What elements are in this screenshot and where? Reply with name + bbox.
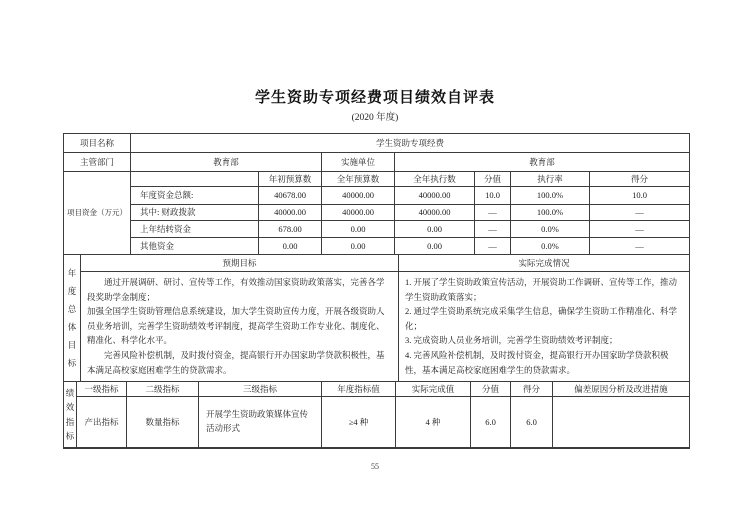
table-row [64,153,690,172]
table-row [64,397,690,448]
funding-cell: — [475,238,511,255]
annual-goal-vertical-text: 年度总体目标 [67,268,77,369]
indicator-col-header: 年度指标值 [322,382,396,397]
funding-cell: 10.0 [475,187,511,205]
funding-cell: — [590,221,690,238]
funding-col-header: 分值 [475,172,511,187]
actual-completion-header: 实际完成情况 [399,255,690,272]
funding-cell: 0.0% [511,221,590,238]
implementing-unit-label: 实施单位 [322,153,395,172]
project-name-label: 项目名称 [64,134,131,153]
indicator-level2-cell: 数量指标 [127,397,199,448]
funding-cell: — [475,205,511,221]
project-funding-table [63,133,690,255]
indicator-col-header: 得分 [511,382,553,397]
expected-goal-text [81,272,399,382]
funding-cell: 100.0% [511,187,590,205]
funding-cell: 0.00 [395,238,475,255]
indicator-col-header: 实际完成值 [396,382,471,397]
evaluation-table [63,133,689,449]
funding-col-header: 得分 [590,172,690,187]
expected-paragraph: 完善风险补偿机制，及时拨付资金，提高银行开办国家助学贷款积极性，基本满足高校家庭困难学生的贷款需求。 [87,350,385,375]
page-title: 学生资助专项经费项目绩效自评表 [254,90,495,106]
funding-col-header: 年初预算数 [259,172,322,187]
table-row [64,255,690,272]
funding-cell: 0.00 [395,221,475,238]
annual-goal-table [63,254,690,382]
funding-cell: — [590,238,690,255]
funding-cell: 0.0% [511,238,590,255]
indicator-target-cell: ≥4 种 [322,397,396,448]
funding-cell: — [475,221,511,238]
actual-paragraph: 4. 完善风险补偿机制，及时拨付资金，提高银行开办国家助学贷款积极性，基本满足高校家庭困难学生的贷款需求。 [405,350,669,375]
funding-cell: 0.00 [259,238,322,255]
annual-goal-section-label [64,255,81,382]
indicator-col-header: 分值 [471,382,511,397]
page-number: 55 [371,462,379,471]
funding-blank-cell [131,172,259,187]
funding-cell: 40678.00 [259,187,322,205]
table-row [64,272,690,382]
funding-col-header: 全年执行数 [395,172,475,187]
indicators-vertical-text: 绩效指标 [65,387,75,442]
indicator-col-header: 一级指标 [77,382,127,397]
actual-paragraph: 3. 完成资助人员业务培训，完善学生资助绩效考评制度； [405,335,618,346]
indicator-col-header: 二级指标 [127,382,199,397]
funding-col-header: 全年预算数 [322,172,395,187]
table-row [64,205,690,221]
funding-cell: 40000.00 [395,187,475,205]
table-row [64,238,690,255]
supervisor-dept-value: 教育部 [131,153,322,172]
expected-paragraph: 加强全国学生资助管理信息系统建设，加大学生资助宣传力度，开展各级资助人员业务培训，完善学生资助绩效考评制度，提高学生资助工作专业化、制度化、精准化、科学化水平。 [87,306,385,346]
expected-paragraph: 通过开展调研、研讨、宣传等工作，有效推动国家资助政策落实，完善各学段奖助学金制度； [87,277,385,302]
expected-goal-header: 预期目标 [81,255,399,272]
project-name-value: 学生资助专项经费 [131,134,690,153]
funding-cell: 0.00 [322,221,395,238]
funding-row-label: 其中: 财政拨款 [131,205,259,221]
funding-cell: 678.00 [259,221,322,238]
funding-row-label: 上年结转资金 [131,221,259,238]
funding-row-label: 其他资金 [131,238,259,255]
page-subtitle: (2020 年度) [351,113,399,123]
indicator-col-header: 偏差原因分析及改进措施 [553,382,690,397]
funding-cell: 40000.00 [322,187,395,205]
funding-cell: — [590,205,690,221]
indicator-actual-cell: 4 种 [396,397,471,448]
indicator-level3-cell: 开展学生资助政策媒体宣传活动形式 [199,397,322,448]
table-row [64,172,690,187]
funding-cell: 40000.00 [322,205,395,221]
supervisor-dept-label: 主管部门 [64,153,131,172]
funding-row-label: 年度资金总额: [131,187,259,205]
table-row [64,134,690,153]
funding-cell: 0.00 [322,238,395,255]
funding-cell: 100.0% [511,205,590,221]
indicator-points-cell: 6.0 [471,397,511,448]
indicator-level1-cell: 产出指标 [77,397,127,448]
indicators-section-label [64,382,77,448]
funding-col-header: 执行率 [511,172,590,187]
funding-cell: 40000.00 [259,205,322,221]
indicator-col-header: 三级指标 [199,382,322,397]
funding-cell: 10.0 [590,187,690,205]
funding-cell: 40000.00 [395,205,475,221]
actual-paragraph: 1. 开展了学生资助政策宣传活动，开展资助工作调研、宣传等工作，推动学生资助政策落实； [405,277,678,302]
indicator-deviation-cell [553,397,690,448]
actual-completion-text [399,272,690,382]
table-row [64,382,690,397]
indicators-table [63,381,690,449]
table-row [64,187,690,205]
table-row [64,221,690,238]
implementing-unit-value: 教育部 [395,153,690,172]
actual-paragraph: 2. 通过学生资助系统完成采集学生信息，确保学生资助工作精准化、科学化； [405,306,678,331]
indicator-score-cell: 6.0 [511,397,553,448]
funding-section-label: 项目资金（万元） [64,172,131,255]
